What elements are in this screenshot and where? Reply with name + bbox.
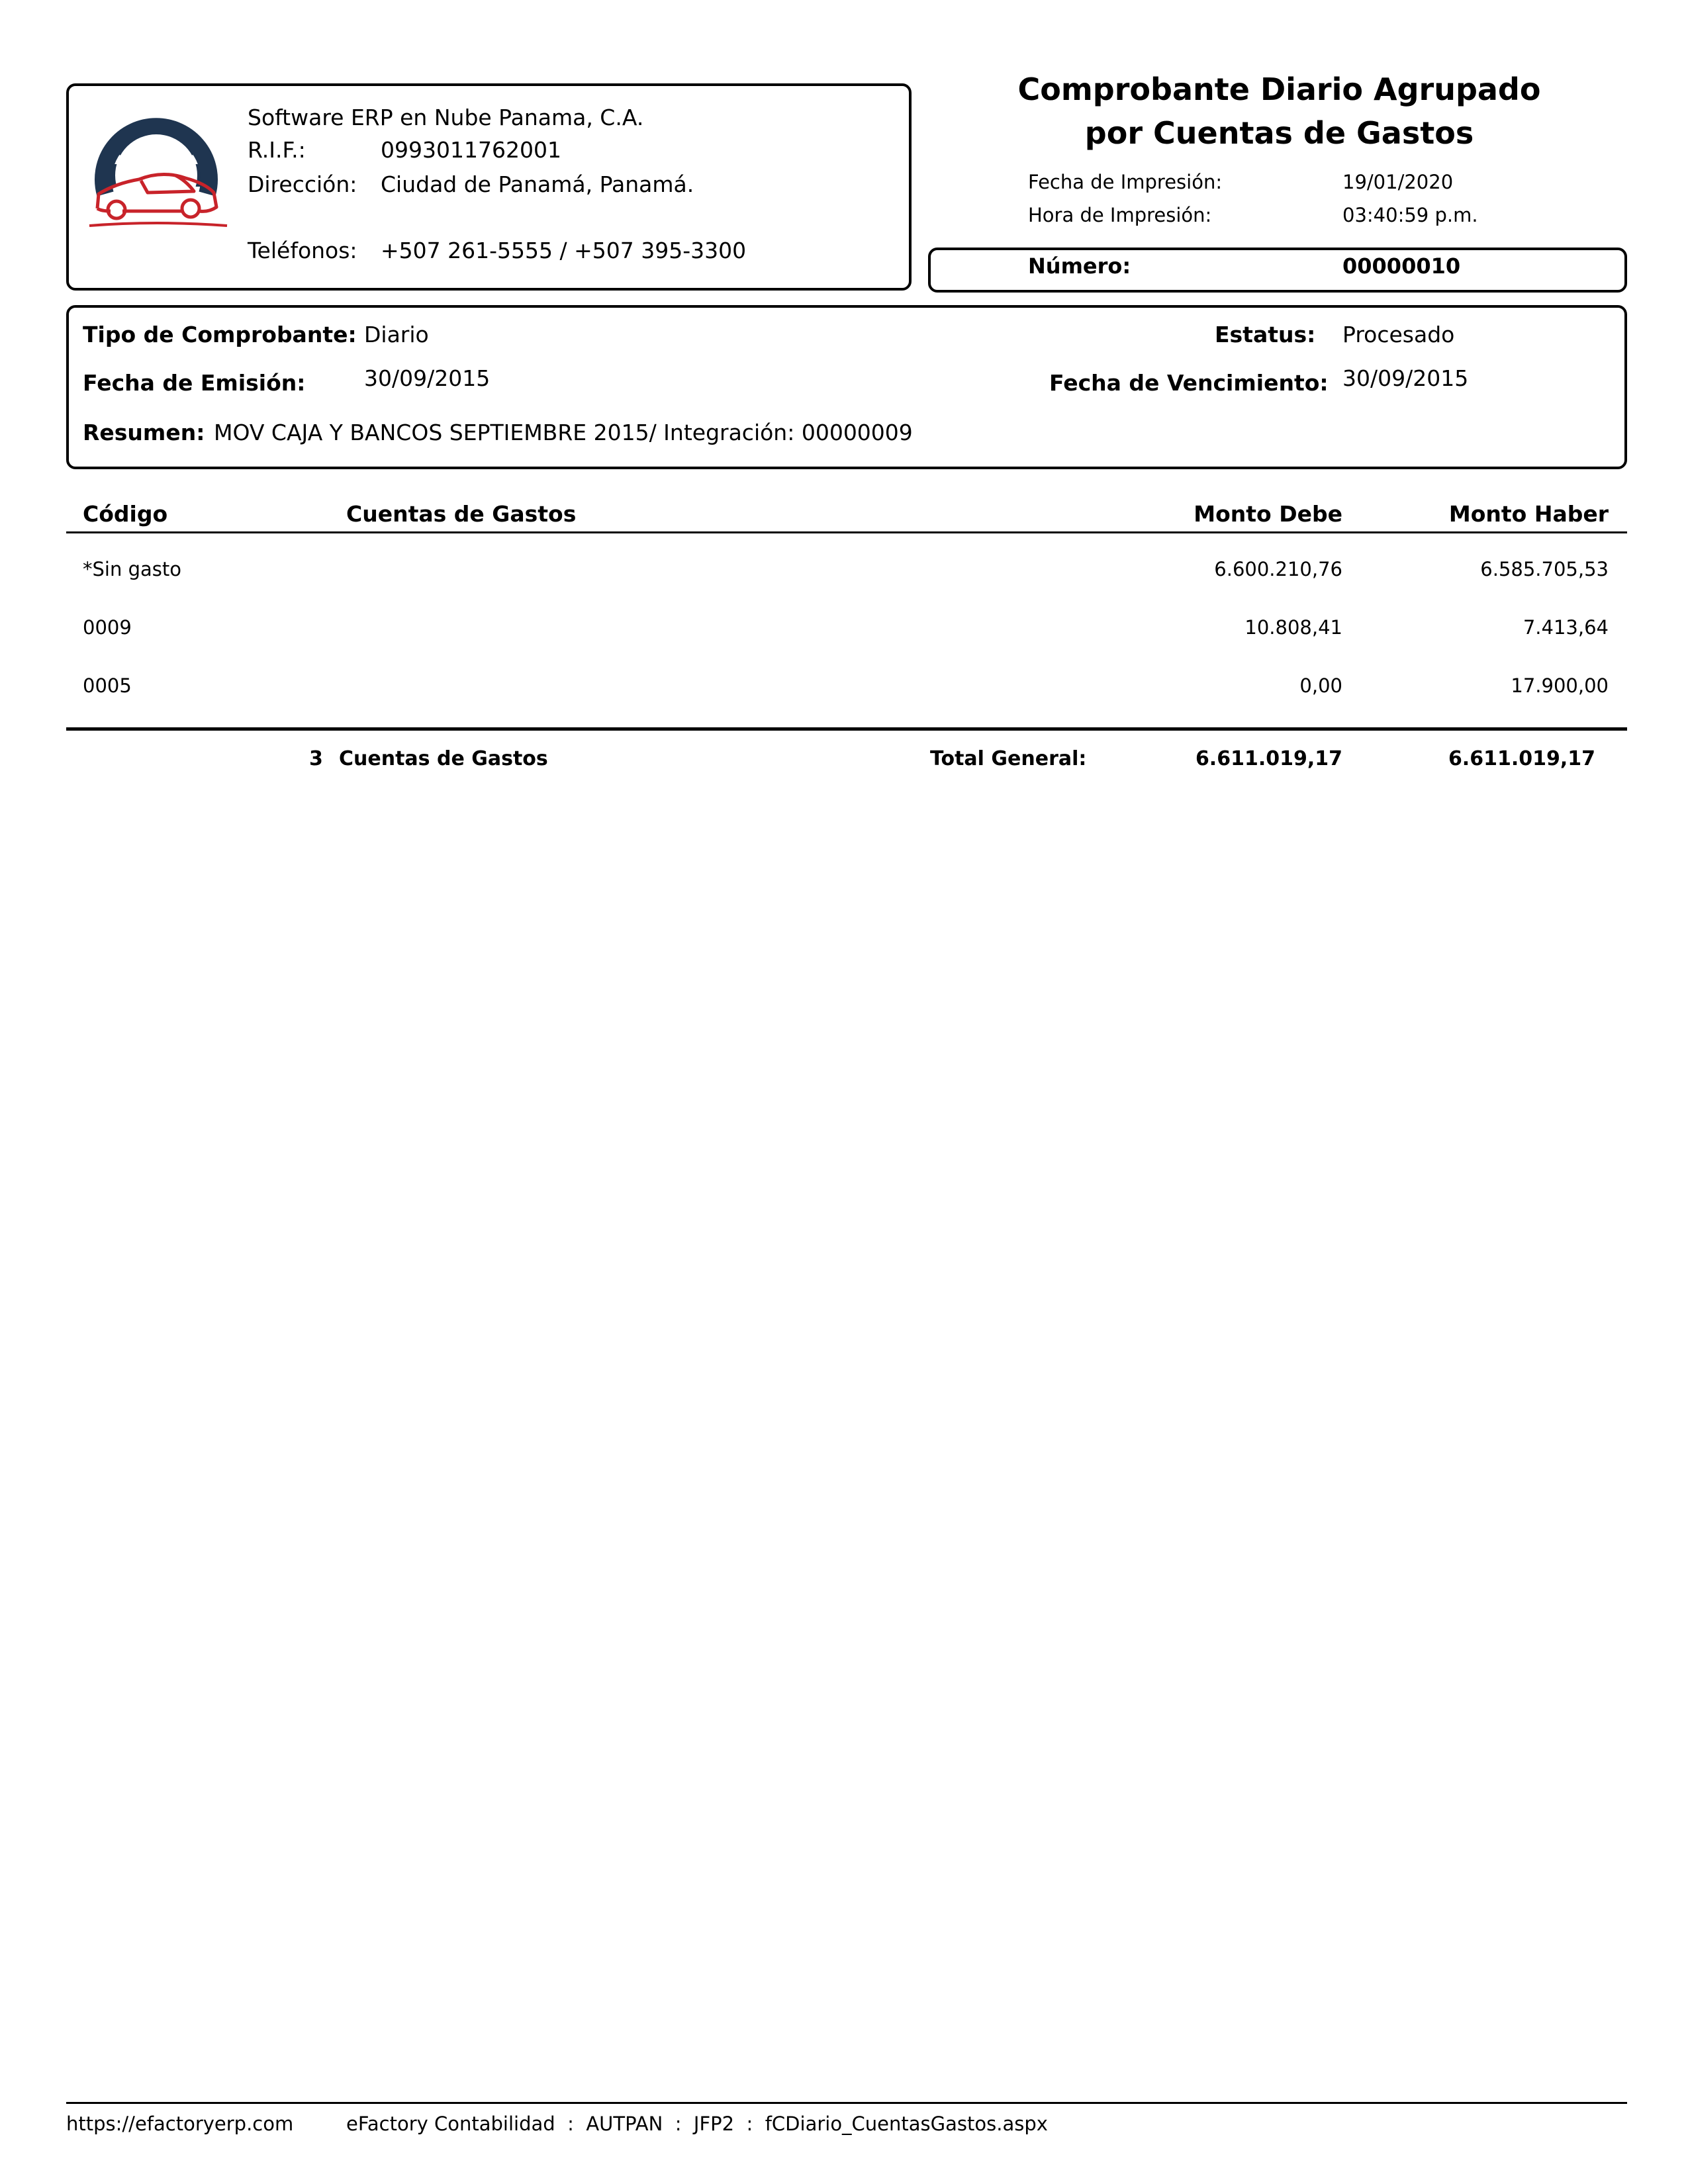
row-code: 0009 — [83, 616, 132, 639]
number-value: 00000010 — [1342, 253, 1461, 279]
summary-value: MOV CAJA Y BANCOS SEPTIEMBRE 2015/ Integración: 00000009 — [214, 420, 913, 445]
row-credit: 7.413,64 — [1523, 616, 1609, 639]
voucher-type-value: Diario — [364, 322, 429, 347]
report-title-line1: Comprobante Diario Agrupado — [1017, 71, 1541, 107]
report-title-line2: por Cuentas de Gastos — [1084, 115, 1474, 151]
rif-label: R.I.F.: — [248, 137, 306, 163]
rif-value: 0993011762001 — [381, 137, 561, 163]
phones-value: +507 261-5555 / +507 395-3300 — [381, 238, 747, 263]
totals-count: 3 — [309, 747, 323, 770]
voucher-type-label: Tipo de Comprobante: — [83, 322, 357, 347]
print-time-label: Hora de Impresión: — [1028, 204, 1212, 226]
number-label: Número: — [1028, 253, 1131, 279]
address-label: Dirección: — [248, 171, 357, 197]
row-debit: 10.808,41 — [1244, 616, 1342, 639]
due-date-value: 30/09/2015 — [1342, 365, 1469, 391]
print-date-value: 19/01/2020 — [1342, 171, 1454, 193]
row-code: *Sin gasto — [83, 558, 181, 580]
issue-date-label: Fecha de Emisión: — [83, 370, 306, 396]
address-value: Ciudad de Panamá, Panamá. — [381, 171, 694, 197]
footer-info: eFactory Contabilidad : AUTPAN : JFP2 : fCDiario_CuentasGastos.aspx — [346, 2113, 1048, 2135]
totals-debit: 6.611.019,17 — [1195, 747, 1342, 770]
row-debit: 0,00 — [1299, 674, 1342, 697]
totals-credit: 6.611.019,17 — [1448, 747, 1595, 770]
totals-label: Total General: — [930, 747, 1087, 770]
row-code: 0005 — [83, 674, 132, 697]
row-credit: 6.585.705,53 — [1480, 558, 1609, 580]
print-time-value: 03:40:59 p.m. — [1342, 204, 1478, 226]
totals-count-label: Cuentas de Gastos — [339, 747, 548, 770]
due-date-label: Fecha de Vencimiento: — [1049, 370, 1329, 396]
gear-car-icon — [76, 109, 238, 245]
status-label: Estatus: — [1215, 322, 1316, 347]
row-debit: 6.600.210,76 — [1214, 558, 1342, 580]
print-date-label: Fecha de Impresión: — [1028, 171, 1223, 193]
phones-label: Teléfonos: — [248, 238, 357, 263]
row-credit: 17.900,00 — [1511, 674, 1609, 697]
header-code: Código — [83, 501, 168, 527]
header-credit: Monto Haber — [1448, 501, 1609, 527]
footer-url[interactable]: https://efactoryerp.com — [66, 2113, 294, 2135]
status-value: Procesado — [1342, 322, 1455, 347]
table-header-divider — [66, 531, 1627, 533]
footer-divider — [66, 2102, 1627, 2104]
issue-date-value: 30/09/2015 — [364, 365, 491, 391]
header-debit: Monto Debe — [1194, 501, 1342, 527]
company-logo — [76, 109, 238, 245]
company-name: Software ERP en Nube Panama, C.A. — [248, 105, 644, 130]
header-account: Cuentas de Gastos — [346, 501, 577, 527]
summary-label: Resumen: — [83, 420, 205, 445]
totals-divider — [66, 727, 1627, 731]
